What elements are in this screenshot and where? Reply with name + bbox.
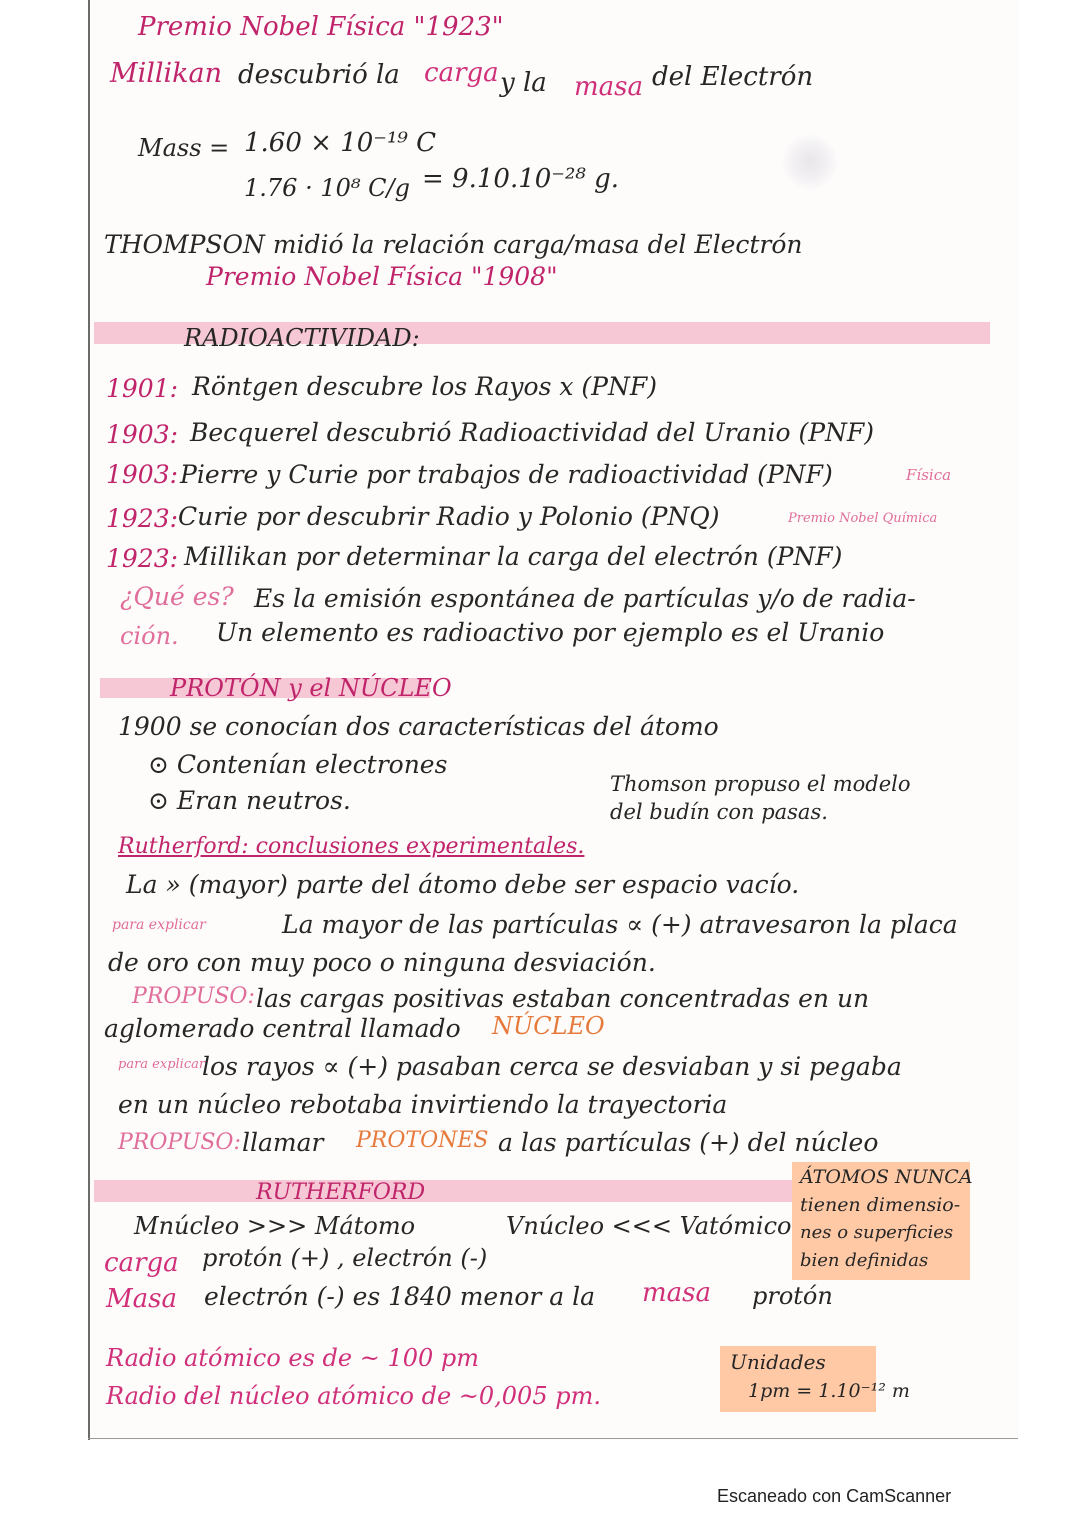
atom-1900: 1900 se conocían dos características del átomo <box>118 712 719 741</box>
word-protones: PROTONES <box>356 1128 489 1153</box>
point-electrones: ⊙ Contenían electrones <box>148 750 448 779</box>
mass-electron: electrón (-) es 1840 menor a la <box>204 1282 596 1311</box>
box1-line-3: nes o superficies <box>800 1222 954 1243</box>
line-nobel-1908: Premio Nobel Física "1908" <box>206 262 558 291</box>
event-1903-a: Becquerel descubrió Radioactividad del Uranio (PNF) <box>190 418 875 447</box>
que-es: ¿Qué es? <box>120 582 234 611</box>
word-llamar: llamar <box>242 1128 324 1157</box>
year-1903-a: 1903: <box>106 420 179 449</box>
scanner-watermark: Escaneado con CamScanner <box>717 1486 952 1506</box>
box1-line-4: bien definidas <box>800 1250 929 1271</box>
para-explicar-1: para explicar <box>112 917 206 933</box>
units-label: Unidades <box>730 1350 826 1374</box>
volume-comparison: Vnúcleo <<< Vatómico <box>506 1212 792 1240</box>
word-y-la: y la <box>500 68 547 98</box>
highlight-rutherford <box>94 1180 794 1205</box>
year-1923-a: 1923: <box>106 504 179 533</box>
aglomerado: aglomerado central llamado <box>104 1014 461 1043</box>
units-value: 1pm = 1.10⁻¹² m <box>748 1380 910 1402</box>
ratio-value: 1.76 · 10⁸ C/g <box>244 174 410 202</box>
protons-line: a las partículas (+) del núcleo <box>498 1128 879 1157</box>
heading-proton-nucleo: PROTÓN y el NÚCLEO <box>170 674 452 702</box>
particles-line-2: de oro con muy poco o ninguna desviación. <box>108 948 656 977</box>
propuso-2: PROPUSO: <box>118 1130 241 1155</box>
para-explicar-2: para explicar <box>118 1057 206 1072</box>
thomson-model-1: Thomson propuso el modelo <box>610 772 911 796</box>
word-carga-2: carga <box>104 1248 179 1278</box>
rays-line-2: en un núcleo rebotaba invirtiendo la trayectoria <box>118 1090 728 1119</box>
word-nucleo: NÚCLEO <box>492 1012 605 1040</box>
event-1923-b: Millikan por determinar la carga del electrón (PNF) <box>184 542 843 571</box>
charges-line: las cargas positivas estaban concentradas en un <box>256 984 870 1013</box>
line-nobel-1923: Premio Nobel Física "1923" <box>138 12 504 42</box>
note-fisica: Física <box>906 466 952 484</box>
year-1903-b: 1903: <box>106 460 179 489</box>
heading-rutherford: RUTHERFORD <box>256 1180 426 1205</box>
rays-line-1: los rayos ∝ (+) pasaban cerca se desviaban y si pegaba <box>202 1052 902 1081</box>
charge-value: 1.60 × 10⁻¹⁹ C <box>244 128 437 158</box>
espacio-vacio: La » (mayor) parte del átomo debe ser espacio vacío. <box>126 870 800 899</box>
margin-line <box>88 0 90 1440</box>
scan-smudge <box>782 134 838 190</box>
particles-line-1: La mayor de las partículas ∝ (+) atravesaron la placa <box>282 910 958 939</box>
word-masa-2: Masa <box>106 1284 177 1314</box>
mass-value: = 9.10.10⁻²⁸ g. <box>422 164 620 194</box>
definition-line-1: Es la emisión espontánea de partículas y/o de radia- <box>254 584 916 613</box>
page-bottom-edge <box>88 1438 1018 1439</box>
definition-line-2: Un elemento es radioactivo por ejemplo es el Uranio <box>216 618 885 647</box>
event-1903-b: Pierre y Curie por trabajos de radioactividad (PNF) <box>180 460 833 489</box>
thompson-line: THOMPSON midió la relación carga/masa del Electrón <box>104 230 803 259</box>
nucleus-radius: Radio del núcleo atómico de ~0,005 pm. <box>106 1382 601 1410</box>
thomson-model-2: del budín con pasas. <box>610 800 828 824</box>
year-1923-b: 1923: <box>106 544 179 573</box>
propuso-1: PROPUSO: <box>132 984 255 1009</box>
mass-comparison: Mnúcleo >>> Mátomo <box>134 1212 416 1240</box>
del-electron: del Electrón <box>652 62 814 92</box>
point-neutros: ⊙ Eran neutros. <box>148 786 351 815</box>
word-masa-3: masa <box>642 1278 711 1308</box>
word-masa: masa <box>574 72 643 102</box>
heading-radioactividad: RADIOACTIVIDAD: <box>184 324 420 352</box>
rutherford-conclusions: Rutherford: conclusiones experimentales. <box>118 834 585 859</box>
cion: ción. <box>120 622 179 650</box>
charges-particles: protón (+) , electrón (-) <box>202 1244 488 1272</box>
millikan-verb: descubrió la <box>238 60 400 90</box>
box1-line-1: ÁTOMOS NUNCA <box>800 1166 973 1188</box>
millikan-name: Millikan <box>110 58 223 89</box>
atomic-radius: Radio atómico es de ~ 100 pm <box>106 1344 480 1372</box>
event-1923-a: Curie por descubrir Radio y Polonio (PNQ) <box>178 502 720 531</box>
word-proton: protón <box>752 1282 833 1310</box>
event-1901: Röntgen descubre los Rayos x (PNF) <box>192 372 657 401</box>
note-premio-quimica: Premio Nobel Química <box>788 511 938 526</box>
box1-line-2: tienen dimensio- <box>800 1194 961 1216</box>
year-1901: 1901: <box>106 374 179 403</box>
mass-label: Mass = <box>138 134 230 162</box>
word-carga: carga <box>424 58 499 88</box>
